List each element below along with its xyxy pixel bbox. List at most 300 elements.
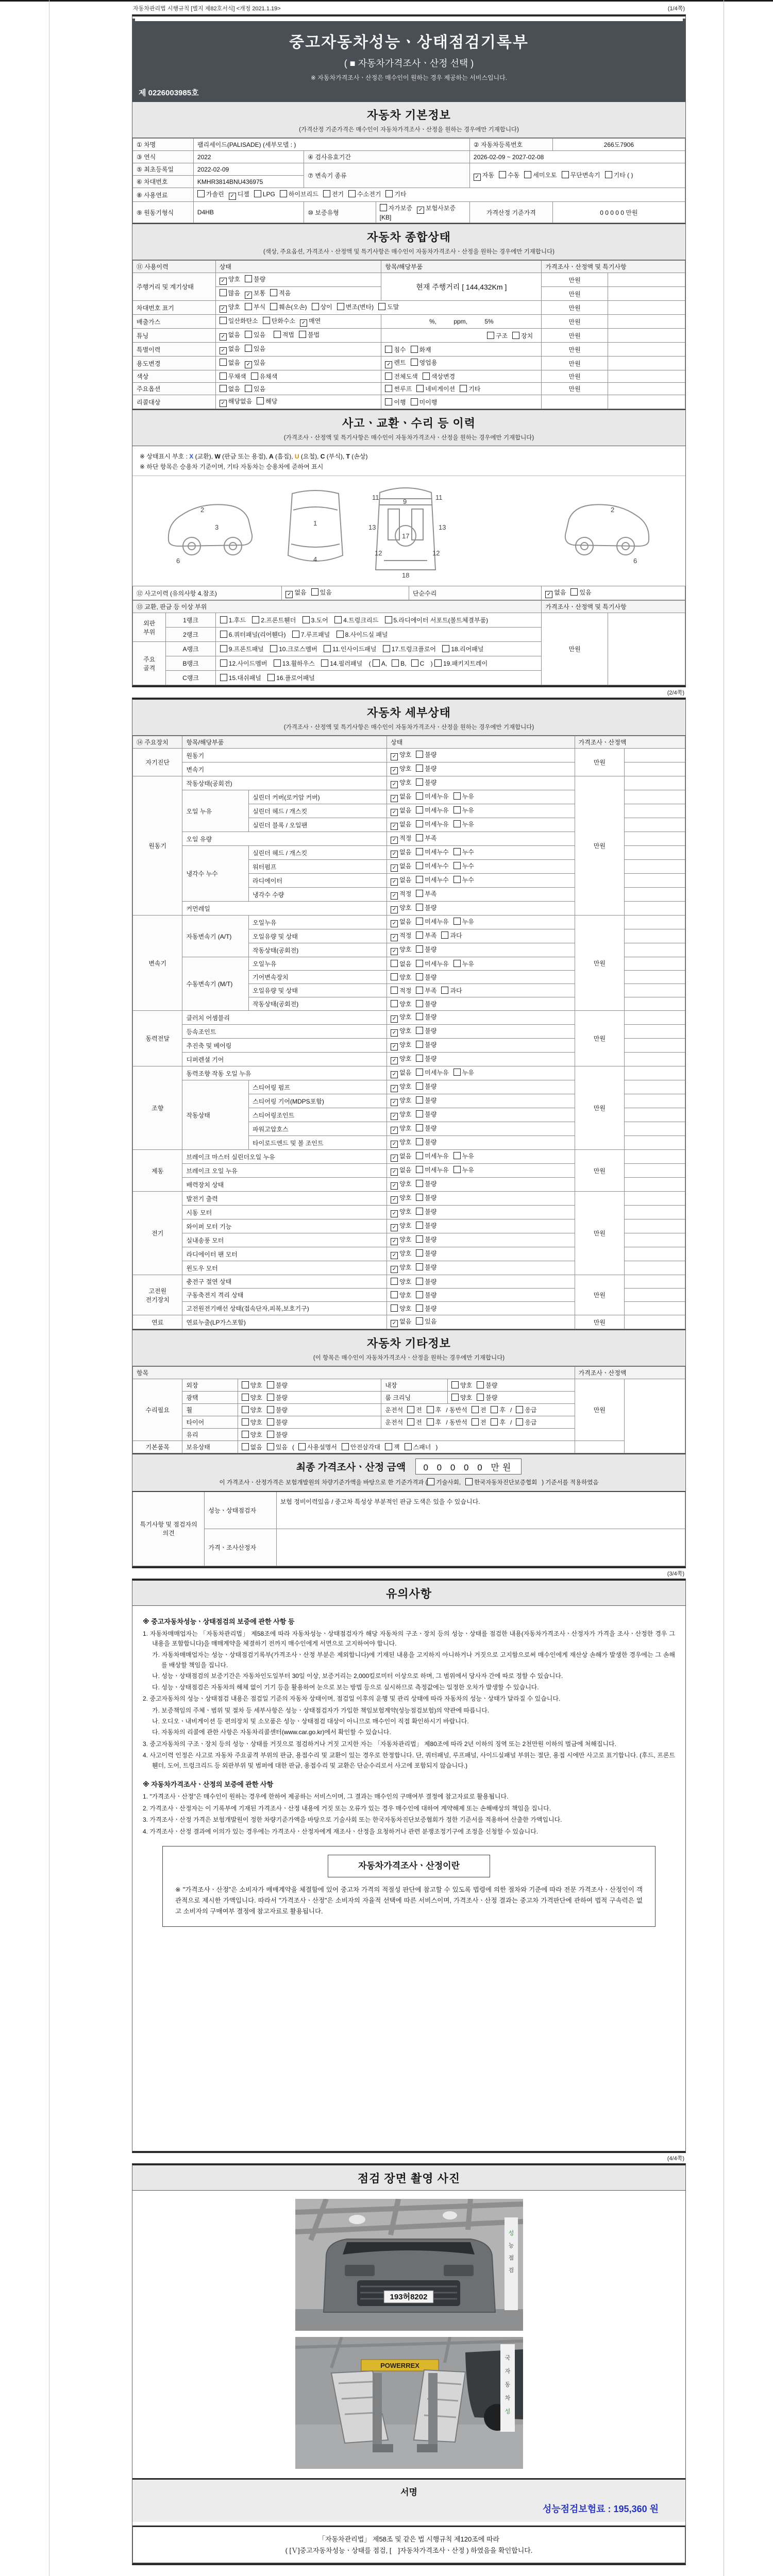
checkbox-누수[interactable]: 누수 (453, 848, 474, 856)
checkbox-후[interactable]: 후 (491, 1418, 506, 1427)
checkbox-있음[interactable]: 있음 (570, 588, 591, 597)
checkbox-양호[interactable]: 양호 (242, 1405, 262, 1414)
checkbox-box (342, 1443, 349, 1450)
checkbox-많음[interactable]: 많음 (220, 289, 240, 297)
section-title: 점검 장면 촬영 사진 (357, 2172, 461, 2185)
checkbox-양호[interactable]: ✓ 양호 (391, 1193, 411, 1204)
checkbox-일산화탄소[interactable]: 일산화탄소 (220, 316, 258, 325)
checkbox-기타[interactable]: 기타 (385, 190, 406, 198)
checkbox-불량[interactable]: 불량 (416, 1304, 436, 1313)
checkbox-스패너[interactable]: 스패너 (405, 1443, 431, 1451)
checkbox-누유[interactable]: 누유 (453, 806, 474, 815)
checkbox-부족[interactable]: 부족 (416, 834, 436, 842)
checkbox-있음[interactable]: 있음 (245, 384, 265, 393)
checkbox-없음[interactable]: ✓ 없음 (391, 806, 411, 816)
checkbox-box (267, 1431, 274, 1438)
checkbox-적정[interactable]: ✓ 적정 (391, 931, 411, 941)
checkbox-불량[interactable]: 불량 (416, 778, 436, 787)
checkbox-양호[interactable]: ✓ 양호 (391, 1026, 411, 1037)
checkbox-전[interactable]: 전 (407, 1405, 422, 1414)
reg-no-value: 266도7906 (552, 139, 685, 151)
checkbox-미이행[interactable]: 미이행 (411, 398, 438, 406)
checkbox-box (453, 848, 461, 855)
checkbox-6.쿼터패널(리어휀다)[interactable]: 6.쿼터패널(리어휀다) (220, 630, 286, 639)
notice-item: 4. 가격조사ㆍ산정 결과에 이의가 있는 경우에는 가격조사ㆍ산정자에게 재조사ㆍ산정을 요청하거나 관련 분쟁조정기구에 조정을 신청할 수 있습니다. (143, 1827, 539, 1835)
col-major-device: ⑭ 주요장치 (133, 736, 182, 749)
checkbox-12.사이드멤버[interactable]: 12.사이드멤버 (220, 659, 267, 668)
checkbox-양호[interactable]: ✓ 양호 (391, 1249, 411, 1259)
price-unit: 만원 (575, 1011, 624, 1066)
checkbox-적정[interactable]: ✓ 적정 (391, 889, 411, 900)
checkbox-미세누유[interactable]: 미세누유 (416, 806, 448, 815)
checkbox-미세누유[interactable]: 미세누유 (416, 1165, 448, 1174)
checkbox-한국자동차진단보증협회[interactable]: 한국자동차진단보증협회 (465, 1478, 537, 1486)
checkbox-후[interactable]: 후 (427, 1418, 442, 1427)
checkbox-있음[interactable]: ✓ 있음 (245, 358, 265, 368)
checkbox-있음[interactable]: 있음 (267, 1443, 288, 1451)
item-label: 원동기 (182, 749, 387, 762)
checkbox-안전삼각대[interactable]: 안전삼각대 (342, 1443, 380, 1451)
checkbox-무채색[interactable]: 무채색 (220, 372, 246, 381)
checkbox-불량[interactable]: 불량 (267, 1393, 288, 1402)
checkbox-불량[interactable]: 불량 (267, 1381, 288, 1389)
checkbox-누유[interactable]: 누유 (453, 792, 474, 801)
interior-options (448, 1379, 575, 1392)
checkbox-전[interactable]: 전 (407, 1418, 422, 1427)
checkbox-보통[interactable]: ✓ 보통 (245, 289, 265, 299)
item-label: 파워고압호스 (249, 1122, 387, 1136)
checkbox-19.패키지트레이[interactable]: 19.패키지트레이 (434, 659, 488, 668)
checkbox-미세누유[interactable]: 미세누유 (416, 917, 448, 926)
checkbox-매연[interactable]: ✓ 매연 (300, 316, 321, 327)
checkbox-불량[interactable]: 불량 (416, 1193, 436, 1202)
glass-options (238, 1429, 575, 1441)
definition-box-title: 자동차가격조사ㆍ산정이란 (328, 1855, 490, 1877)
checkbox-7.루프패널[interactable]: 7.루프패널 (292, 630, 330, 639)
checkbox-box (380, 204, 387, 211)
checkbox-미세누유[interactable]: 미세누유 (416, 1151, 448, 1160)
checkbox-하이브리드[interactable]: 하이브리드 (280, 190, 318, 198)
checkbox-10.크로스멤버[interactable]: 10.크로스멤버 (270, 645, 317, 653)
checkbox-box: ✓ (300, 319, 307, 327)
checkbox-수동[interactable]: 수동 (499, 171, 519, 179)
checkbox-양호[interactable]: ✓ 양호 (391, 1207, 411, 1217)
checkbox-box (416, 1166, 423, 1173)
rank-category: 외판 부위 (133, 613, 166, 642)
checkbox-불량[interactable]: 불량 (416, 1054, 436, 1063)
checkbox-부족[interactable]: 부족 (416, 986, 436, 995)
checkbox-없음[interactable]: ✓ 없음 (391, 820, 411, 830)
checkbox-적정[interactable]: ✓ 적정 (391, 834, 411, 844)
checkbox-없음[interactable]: ✓ 없음 (545, 588, 566, 598)
checkbox-box (453, 862, 461, 869)
checkbox-기타 ( )[interactable]: 기타 ( ) (605, 171, 633, 179)
checkbox-불량[interactable]: 불량 (416, 764, 436, 773)
checkbox-양호[interactable]: ✓ 양호 (220, 302, 240, 313)
state-options (387, 1053, 575, 1066)
price-note-cell (625, 846, 685, 860)
checkbox-썬루프[interactable]: 썬루프 (385, 384, 412, 393)
checkbox-전기[interactable]: 전기 (323, 190, 344, 198)
checkbox-box (416, 385, 424, 392)
checkbox-4.트렁크리드[interactable]: 4.트렁크리드 (334, 616, 378, 624)
checkbox-가솔린[interactable]: 가솔린 (197, 190, 224, 198)
checkbox-기술사회,[interactable]: 기술사회, (427, 1478, 461, 1486)
checkbox-색상변경[interactable]: 색상변경 (423, 372, 455, 381)
checkbox-양호[interactable]: ✓ 양호 (391, 1221, 411, 1231)
checkbox-불량[interactable]: 불량 (416, 1291, 436, 1299)
checkbox-누유[interactable]: 누유 (453, 959, 474, 968)
checkbox-불량[interactable]: 불량 (267, 1430, 288, 1439)
checkbox-box: ✓ (391, 1085, 398, 1092)
checkbox-box: ✓ (391, 781, 398, 788)
final-price-bar (132, 1453, 685, 1491)
checkbox-기타[interactable]: 기타 (460, 384, 480, 393)
checkbox-17.트렁크플로어[interactable]: 17.트렁크플로어 (383, 645, 436, 653)
checkbox-부족[interactable]: 부족 (416, 889, 436, 898)
checkbox-없음[interactable]: ✓ 없음 (391, 917, 411, 927)
checkbox-구조[interactable]: 구조 (487, 331, 508, 340)
checkbox-양호[interactable]: ✓ 양호 (391, 1263, 411, 1273)
checkbox-훼손(오손)[interactable]: 훼손(오손) (270, 302, 307, 311)
checkbox-없음[interactable]: ✓ 없음 (391, 848, 411, 858)
checkbox-15.대쉬패널[interactable]: 15.대쉬패널 (220, 673, 261, 682)
checkbox-미세누수[interactable]: 미세누수 (416, 861, 448, 870)
checkbox-필러패널-B[interactable]: B, (392, 659, 406, 667)
checkbox-3.도어[interactable]: 3.도어 (303, 616, 328, 624)
checkbox-불량[interactable]: 불량 (245, 275, 265, 283)
col-parts: 항목/해당부품 (182, 736, 387, 749)
checkbox-후[interactable]: 후 (427, 1405, 442, 1414)
rank-items (215, 628, 541, 642)
checkbox-네비게이션[interactable]: 네비게이션 (416, 384, 455, 393)
checkbox-불량[interactable]: 불량 (416, 750, 436, 759)
checkbox-양호[interactable]: ✓ 양호 (391, 1054, 411, 1064)
checkbox-없음[interactable]: ✓ 없음 (391, 1151, 411, 1162)
checkbox-양호[interactable]: ✓ 양호 (391, 1110, 411, 1120)
checkbox-변조(변타)[interactable]: 변조(변타) (337, 302, 374, 311)
checkbox-2.프론트휀더[interactable]: 2.프론트휀더 (252, 616, 296, 624)
price-note-cell (625, 1039, 685, 1053)
checkbox-없음[interactable]: ✓ 없음 (391, 1165, 411, 1176)
checkbox-불량[interactable]: 불량 (416, 1096, 436, 1105)
checkbox-불량[interactable]: 불량 (416, 1110, 436, 1118)
checkbox-box (472, 1406, 479, 1413)
room-cleaning-label: 룸 크리닝 (381, 1392, 448, 1404)
price-note-cell (625, 1053, 685, 1066)
item-label: 작동상태(공회전) (249, 943, 387, 957)
checkbox-불량[interactable]: 불량 (416, 1263, 436, 1272)
checkbox-불량[interactable]: 불량 (267, 1418, 288, 1427)
checkbox-양호[interactable]: 양호 (391, 1291, 411, 1299)
checkbox-box (348, 190, 356, 197)
checkbox-box (416, 1291, 423, 1298)
checkbox-13.휠하우스[interactable]: 13.휠하우스 (274, 659, 315, 668)
checkbox-양호[interactable]: ✓ 양호 (391, 1040, 411, 1050)
checkbox-불법[interactable]: 불법 (299, 330, 320, 339)
checkbox-없음[interactable]: ✓ 없음 (391, 861, 411, 872)
section-basic-info-header (132, 102, 685, 138)
checkbox-도말[interactable]: 도말 (378, 302, 399, 311)
checkbox-양호[interactable]: 양호 (451, 1381, 472, 1389)
car-diagram-svg (138, 478, 680, 580)
checkbox-유채색[interactable]: 유채색 (251, 372, 278, 381)
basic-items-label: 기본품목 (133, 1441, 182, 1453)
checkbox-자가보증[interactable]: 자가보증 (380, 204, 412, 212)
state-options (387, 832, 575, 846)
warranty-options (376, 202, 469, 223)
checkbox-8.사이드실 패널[interactable]: 8.사이드실 패널 (337, 630, 388, 639)
checkbox-있음[interactable]: 있음 (245, 330, 265, 339)
checkbox-과다[interactable]: 과다 (441, 931, 462, 940)
checkbox-적음[interactable]: 적음 (270, 289, 291, 297)
checkbox-필러패널-A[interactable]: A, (373, 659, 387, 667)
checkbox-미세누유[interactable]: 미세누유 (416, 820, 448, 828)
checkbox-디젤[interactable]: ✓ 디젤 (229, 190, 249, 200)
checkbox-불량[interactable]: 불량 (416, 903, 436, 912)
checkbox-box (411, 346, 418, 353)
checkbox-없음[interactable]: ✓ 없음 (220, 344, 240, 354)
checkbox-양호[interactable]: 양호 (391, 1277, 411, 1286)
checkbox-box: ✓ (391, 906, 398, 913)
checkbox-영업용[interactable]: 영업용 (411, 358, 438, 367)
checkbox-렌트[interactable]: ✓ 렌트 (385, 358, 406, 368)
checkbox-없음[interactable]: 없음 (220, 384, 240, 393)
checkbox-불량[interactable]: 불량 (416, 1082, 436, 1091)
checkbox-불량[interactable]: 불량 (416, 1277, 436, 1286)
checkbox-box: ✓ (391, 809, 398, 816)
checkbox-양호[interactable]: ✓ 양호 (391, 1179, 411, 1190)
checkbox-미세누수[interactable]: 미세누수 (416, 875, 448, 884)
checkbox-16.플로어패널[interactable]: 16.플로어패널 (267, 673, 315, 682)
checkbox-양호[interactable]: ✓ 양호 (391, 1082, 411, 1092)
checkbox-잭[interactable]: 잭 (385, 1443, 400, 1451)
checkbox-응급[interactable]: 응급 (516, 1405, 536, 1414)
checkbox-없음[interactable]: 없음 (242, 1443, 262, 1451)
checkbox-이행[interactable]: 이행 (385, 398, 406, 406)
notice-item: 2. 가격조사ㆍ산정자는 이 기록부에 기재된 가격조사ㆍ산정 내용에 거짓 또는 오류가 있는 경우 매수인에 대하여 계약해제 또는 손해배상의 책임을 집니다. (143, 1804, 551, 1812)
checkbox-양호[interactable]: ✓ 양호 (391, 903, 411, 913)
emission-values: %, ppm, 5% (381, 315, 542, 329)
checkbox-불량[interactable]: 불량 (416, 1138, 436, 1146)
checkbox-양호[interactable]: ✓ 양호 (391, 750, 411, 760)
checkbox-불량[interactable]: 불량 (477, 1381, 497, 1389)
emission-options (215, 315, 381, 329)
item-label: 실린더 헤드 / 개스킷 (249, 846, 387, 860)
mileage-amount-options (215, 287, 381, 301)
year-value: 2022 (193, 151, 304, 163)
checkbox-box (267, 1418, 274, 1426)
checkbox-18.리어패널[interactable]: 18.리어패널 (442, 645, 483, 653)
checkbox-box (391, 1291, 398, 1298)
checkbox-불량[interactable]: 불량 (416, 945, 436, 954)
checkbox-누유[interactable]: 누유 (453, 820, 474, 828)
checkbox-box (407, 1418, 414, 1426)
checkbox-탄화수소[interactable]: 탄화수소 (263, 316, 295, 325)
price-note-cell (625, 971, 685, 984)
checkbox-9.프론트패널[interactable]: 9.프론트패널 (220, 645, 264, 653)
checkbox-화재[interactable]: 화재 (411, 345, 431, 354)
checkbox-양호[interactable]: ✓ 양호 (391, 1124, 411, 1134)
checkbox-해당없음[interactable]: ✓ 해당없음 (220, 397, 252, 407)
checkbox-양호[interactable]: ✓ 양호 (391, 1138, 411, 1148)
checkbox-양호[interactable]: 양호 (391, 973, 411, 981)
checkbox-없음[interactable]: ✓ 없음 (220, 330, 240, 341)
checkbox-누유[interactable]: 누유 (453, 917, 474, 926)
checkbox-수소전기[interactable]: 수소전기 (348, 190, 381, 198)
checkbox-5.라디에이터 서포트(볼트체결부품)[interactable]: 5.라디에이터 서포트(볼트체결부품) (385, 616, 489, 624)
checkbox-11.인사이드패널[interactable]: 11.인사이드패널 (324, 645, 376, 653)
checkbox-box (254, 190, 261, 197)
checkbox-양호[interactable]: ✓ 양호 (391, 1012, 411, 1023)
usage-change-type-options (381, 357, 542, 370)
checkbox-불량[interactable]: 불량 (416, 1179, 436, 1188)
checkbox-양호[interactable]: 양호 (242, 1418, 262, 1427)
checkbox-불량[interactable]: 불량 (416, 1207, 436, 1216)
checkbox-후[interactable]: 후 (491, 1405, 506, 1414)
checkbox-불량[interactable]: 불량 (416, 1026, 436, 1035)
state-options (387, 1150, 575, 1164)
checkbox-있음[interactable]: 있음 (416, 1317, 436, 1326)
checkbox-장치[interactable]: 장치 (512, 331, 533, 340)
checkbox-미세누유[interactable]: 미세누유 (416, 792, 448, 801)
checkbox-양호[interactable]: 양호 (242, 1381, 262, 1389)
appraiser-opinion-text (276, 1529, 685, 1566)
checkbox-누유[interactable]: 누유 (453, 1165, 474, 1174)
checkbox-사용설명서[interactable]: 사용설명서 (298, 1443, 337, 1451)
checkbox-있음[interactable]: 있음 (311, 588, 332, 597)
checkbox-없음[interactable]: ✓ 없음 (391, 875, 411, 886)
checkbox-없음[interactable]: 없음 (391, 959, 411, 968)
checkbox-box (405, 1443, 412, 1450)
checkbox-양호[interactable]: ✓ 양호 (391, 1235, 411, 1245)
checkbox-없음[interactable]: ✓ 없음 (285, 588, 306, 598)
checkbox-box (337, 303, 344, 310)
checkbox-box (423, 372, 430, 380)
checkbox-box (407, 1406, 414, 1413)
checkbox-필러패널-C[interactable]: C (411, 659, 425, 667)
item-label: 배력장치 상태 (182, 1178, 387, 1192)
price-note-cell (625, 1289, 685, 1302)
checkbox-불량[interactable]: 불량 (477, 1393, 497, 1402)
state-options (387, 790, 575, 804)
checkbox-없음[interactable]: ✓ 없음 (391, 1317, 411, 1327)
checkbox-상이[interactable]: 상이 (312, 302, 332, 311)
checkbox-box (416, 1180, 423, 1187)
checkbox-box (427, 1406, 434, 1413)
checkbox-불량[interactable]: 불량 (416, 1221, 436, 1230)
checkbox-누수[interactable]: 누수 (453, 875, 474, 884)
confirmation-line-1: 「자동차관리법」 제58조 및 같은 법 시행규칙 제120조에 따라 (318, 2535, 500, 2543)
checkbox-적법[interactable]: 적법 (274, 330, 294, 339)
checkbox-무단변속기[interactable]: 무단변속기 (562, 171, 600, 179)
detail-state-table (132, 736, 685, 1329)
checkbox-해당[interactable]: 해당 (257, 397, 277, 405)
checkbox-양호[interactable]: ✓ 양호 (391, 945, 411, 955)
price-note-cell (625, 943, 685, 957)
checkbox-LPG[interactable]: LPG (254, 190, 275, 198)
checkbox-자동[interactable]: ✓ 자동 (474, 171, 494, 181)
checkbox-box: ✓ (391, 1196, 398, 1204)
checkbox-box: ✓ (391, 1141, 398, 1148)
checkbox-보험사보증[interactable]: ✓ 보험사보증 (417, 204, 456, 214)
checkbox-box (416, 890, 423, 897)
checkbox-미세누유[interactable]: 미세누유 (416, 1068, 448, 1077)
checkbox-양호[interactable]: 양호 (451, 1393, 472, 1402)
car-name-value: 팰리세이드(PALISADE) (세부모델 : ) (193, 139, 469, 151)
diagram-number: 13 (368, 523, 376, 531)
checkbox-적정[interactable]: 적정 (391, 986, 411, 995)
checkbox-box: ✓ (391, 851, 398, 858)
checkbox-불량[interactable]: 불량 (416, 1040, 436, 1049)
checkbox-부식[interactable]: 부식 (245, 302, 265, 311)
checkbox-있음[interactable]: 있음 (245, 344, 265, 353)
checkbox-양호[interactable]: 양호 (391, 1304, 411, 1313)
checkbox-불량[interactable]: 불량 (416, 999, 436, 1008)
checkbox-box: ✓ (417, 207, 424, 214)
checkbox-box (385, 190, 393, 197)
checkbox-없음[interactable]: 없음 (220, 358, 240, 367)
state-options (387, 888, 575, 902)
checkbox-불량[interactable]: 불량 (416, 1249, 436, 1258)
device-group-전기: 전기 (133, 1192, 182, 1275)
checkbox-누수[interactable]: 누수 (453, 861, 474, 870)
checkbox-1.후드[interactable]: 1.후드 (220, 616, 246, 624)
checkbox-미세누유[interactable]: 미세누유 (416, 959, 448, 968)
inspection-photo-front (295, 2199, 523, 2331)
interior-label: 내장 (381, 1379, 448, 1392)
checkbox-14.필러패널[interactable]: 14.필러패널 (321, 659, 362, 668)
checkbox-누유[interactable]: 누유 (453, 1151, 474, 1160)
checkbox-전체도색[interactable]: 전체도색 (385, 372, 417, 381)
checkbox-과다[interactable]: 과다 (441, 986, 462, 995)
checkbox-양호[interactable]: 양호 (391, 999, 411, 1008)
checkbox-부족[interactable]: 부족 (416, 931, 436, 940)
car-damage-diagram (132, 476, 685, 586)
checkbox-양호[interactable]: 양호 (242, 1430, 262, 1439)
checkbox-없음[interactable]: ✓ 없음 (391, 1068, 411, 1078)
checkbox-전[interactable]: 전 (472, 1418, 486, 1427)
checkbox-없음[interactable]: ✓ 없음 (391, 792, 411, 802)
checkbox-box (416, 1055, 423, 1062)
checkbox-세미오토[interactable]: 세미오토 (524, 171, 557, 179)
checkbox-양호[interactable]: 양호 (242, 1393, 262, 1402)
checkbox-불량[interactable]: 불량 (416, 973, 436, 981)
checkbox-불량[interactable]: 불량 (416, 1012, 436, 1021)
checkbox-양호[interactable]: ✓ 양호 (391, 1096, 411, 1106)
special-history-type-options (381, 343, 542, 357)
checkbox-box: ✓ (391, 1182, 398, 1190)
checkbox-전[interactable]: 전 (472, 1405, 486, 1414)
state-code-W: W (214, 453, 221, 460)
checkbox-응급[interactable]: 응급 (516, 1418, 536, 1427)
checkbox-미세누수[interactable]: 미세누수 (416, 848, 448, 856)
checkbox-box (453, 806, 461, 814)
checkbox-box (416, 1278, 423, 1285)
checkbox-불량[interactable]: 불량 (416, 1235, 436, 1244)
price-note-cell (625, 1233, 685, 1247)
col-price: 가격조사ㆍ산정액 (575, 736, 685, 749)
checkbox-침수[interactable]: 침수 (385, 345, 406, 354)
checkbox-불량[interactable]: 불량 (267, 1405, 288, 1414)
price-note-cell (625, 1080, 685, 1094)
checkbox-불량[interactable]: 불량 (416, 1124, 436, 1132)
checkbox-양호[interactable]: ✓ 양호 (220, 275, 240, 285)
checkbox-양호[interactable]: ✓ 양호 (391, 764, 411, 774)
checkbox-누유[interactable]: 누유 (453, 1068, 474, 1077)
checkbox-box (267, 1406, 274, 1413)
checkbox-양호[interactable]: ✓ 양호 (391, 778, 411, 788)
